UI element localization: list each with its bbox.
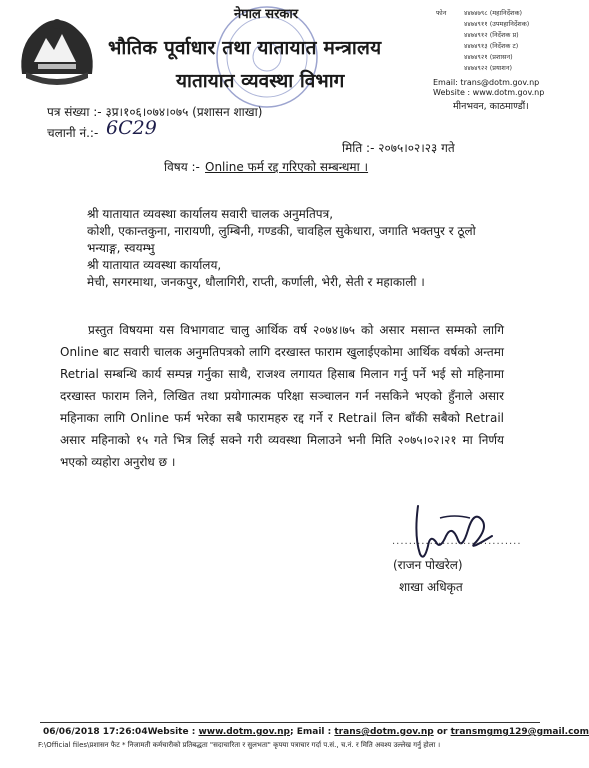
footer-timestamp: 06/06/2018 17:26:04Website : bbox=[43, 727, 199, 737]
body-paragraph: प्रस्तुत विषयमा यस विभागवाट चालु आर्थिक वर्ष २०७४।७५ को असार मसान्त सम्मको लागि Online बाट सवारी चालक अनुमतिपत्रको लागि दरखास्त फाराम खुलाईएकोमा आर्थिक वर्षको अन्तमा Retrial सम्बन्धि कार्य सम्पन्न गर्नुका साथै, राजश्व लगायत हिसाब मिलान गर्नु पर्ने भई सो महिनामा दरखास्त फाराम लिने, लिखित तथा प्रयोगात्मक परिक्षा सञ्चालन गर्न नसकिने भएको हुँनाले असार महिनाका लागि Online फर्म भरेका सबै फारामहरु रद्द गर्ने र Retrail लिन बाँकी सबैको Retrail असार महिनाको १५ गते भित्र लिई सक्ने गरी व्यवस्था मिलाउने भनी मिति २०७५।०२।२१ मा निर्णय भएको व्यहोरा अनुरोध छ । bbox=[60, 323, 504, 469]
signatory-title: शाखा अधिकृत bbox=[399, 580, 463, 594]
footer-or: or bbox=[433, 727, 451, 737]
subject-text: Online फर्म रद्द गरिएको सम्बन्धमा । bbox=[205, 160, 369, 174]
contact-web bbox=[433, 78, 544, 98]
footer-email-label: ; Email : bbox=[290, 727, 335, 737]
footer-email-link-2[interactable]: transmgmg129@gmail.com bbox=[450, 727, 589, 737]
recipient-line: कोशी, एकान्तकुना, नारायणी, लुम्बिनी, गण्डकी, चावहिल सुकेधारा, जगाति भक्तपुर र ठूलो भन्याङ्ग, स्वयम्भु bbox=[87, 224, 476, 255]
phone-line: ४४७४९१२ (निर्देशक प्र) bbox=[464, 31, 519, 39]
footer-note: F:\Official files\प्रशासन फैट * निजामती कर्मचारीको प्रतिबद्धता "सदाचारिता र सुलभता" कृपया पत्राचार गर्दा प.सं., च.नं. र मिति अवश्य उल्लेख गर्नु होला । bbox=[38, 741, 441, 749]
contact-website[interactable]: Website : www.dotm.gov.np bbox=[433, 88, 545, 97]
phone-label: फोन bbox=[436, 9, 447, 17]
phone-line: ४४७४९२१ (प्रशासन) bbox=[464, 53, 513, 61]
phone-line: ४४७४९१३ (निर्देशक ट) bbox=[464, 42, 519, 50]
contact-email[interactable]: Email: trans@dotm.gov.np bbox=[433, 78, 540, 87]
ministry-name: भौतिक पूर्वाधार तथा यातायात मन्त्रालय bbox=[108, 37, 382, 59]
recipients-block bbox=[87, 206, 507, 291]
phone-line: ४४७४९११ (उपमहानिर्देशक) bbox=[464, 20, 530, 28]
office-address: मीनभवन, काठमाण्डौं। bbox=[453, 101, 529, 112]
government-heading: नेपाल सरकार bbox=[234, 7, 299, 22]
recipient-line: श्री यातायात व्यवस्था कार्यालय, bbox=[87, 258, 222, 272]
footer-contact bbox=[43, 727, 589, 737]
phone-line: ४४७४७९८ (महानिर्देशक) bbox=[464, 9, 522, 17]
footer-website-link[interactable]: www.dotm.gov.np bbox=[198, 727, 290, 737]
footer-email-link[interactable]: trans@dotm.gov.np bbox=[334, 727, 434, 737]
department-name: यातायात व्यवस्था विभाग bbox=[176, 70, 345, 92]
letter-date: मिति :- २०७५।०२।२३ गते bbox=[342, 141, 455, 155]
letter-body bbox=[60, 319, 504, 473]
signature-dotted-line: ............................... bbox=[392, 536, 522, 547]
dispatch-number: 6C29 bbox=[106, 117, 157, 139]
nepal-emblem-icon bbox=[16, 12, 98, 84]
letter-reference: पत्र संख्या :- ३प्र।१०६।०७४।०७५ (प्रशासन शाखा) bbox=[47, 105, 263, 119]
phone-line: ४४७४९२२ (प्रयाशन) bbox=[464, 64, 512, 72]
footer-divider bbox=[40, 722, 540, 723]
signatory-name: (राजन पोखरेल) bbox=[393, 558, 463, 572]
contact-phones bbox=[436, 8, 529, 74]
dispatch-number-label: चलानी नं.:- bbox=[47, 126, 99, 140]
recipient-line: मेची, सगरमाथा, जनकपुर, धौलागिरी, राप्ती, कर्णाली, भेरी, सेती र महाकाली । bbox=[87, 275, 425, 289]
subject-label: विषय :- bbox=[164, 160, 200, 174]
recipient-line: श्री यातायात व्यवस्था कार्यालय सवारी चालक अनुमतिपत्र, bbox=[87, 207, 334, 221]
